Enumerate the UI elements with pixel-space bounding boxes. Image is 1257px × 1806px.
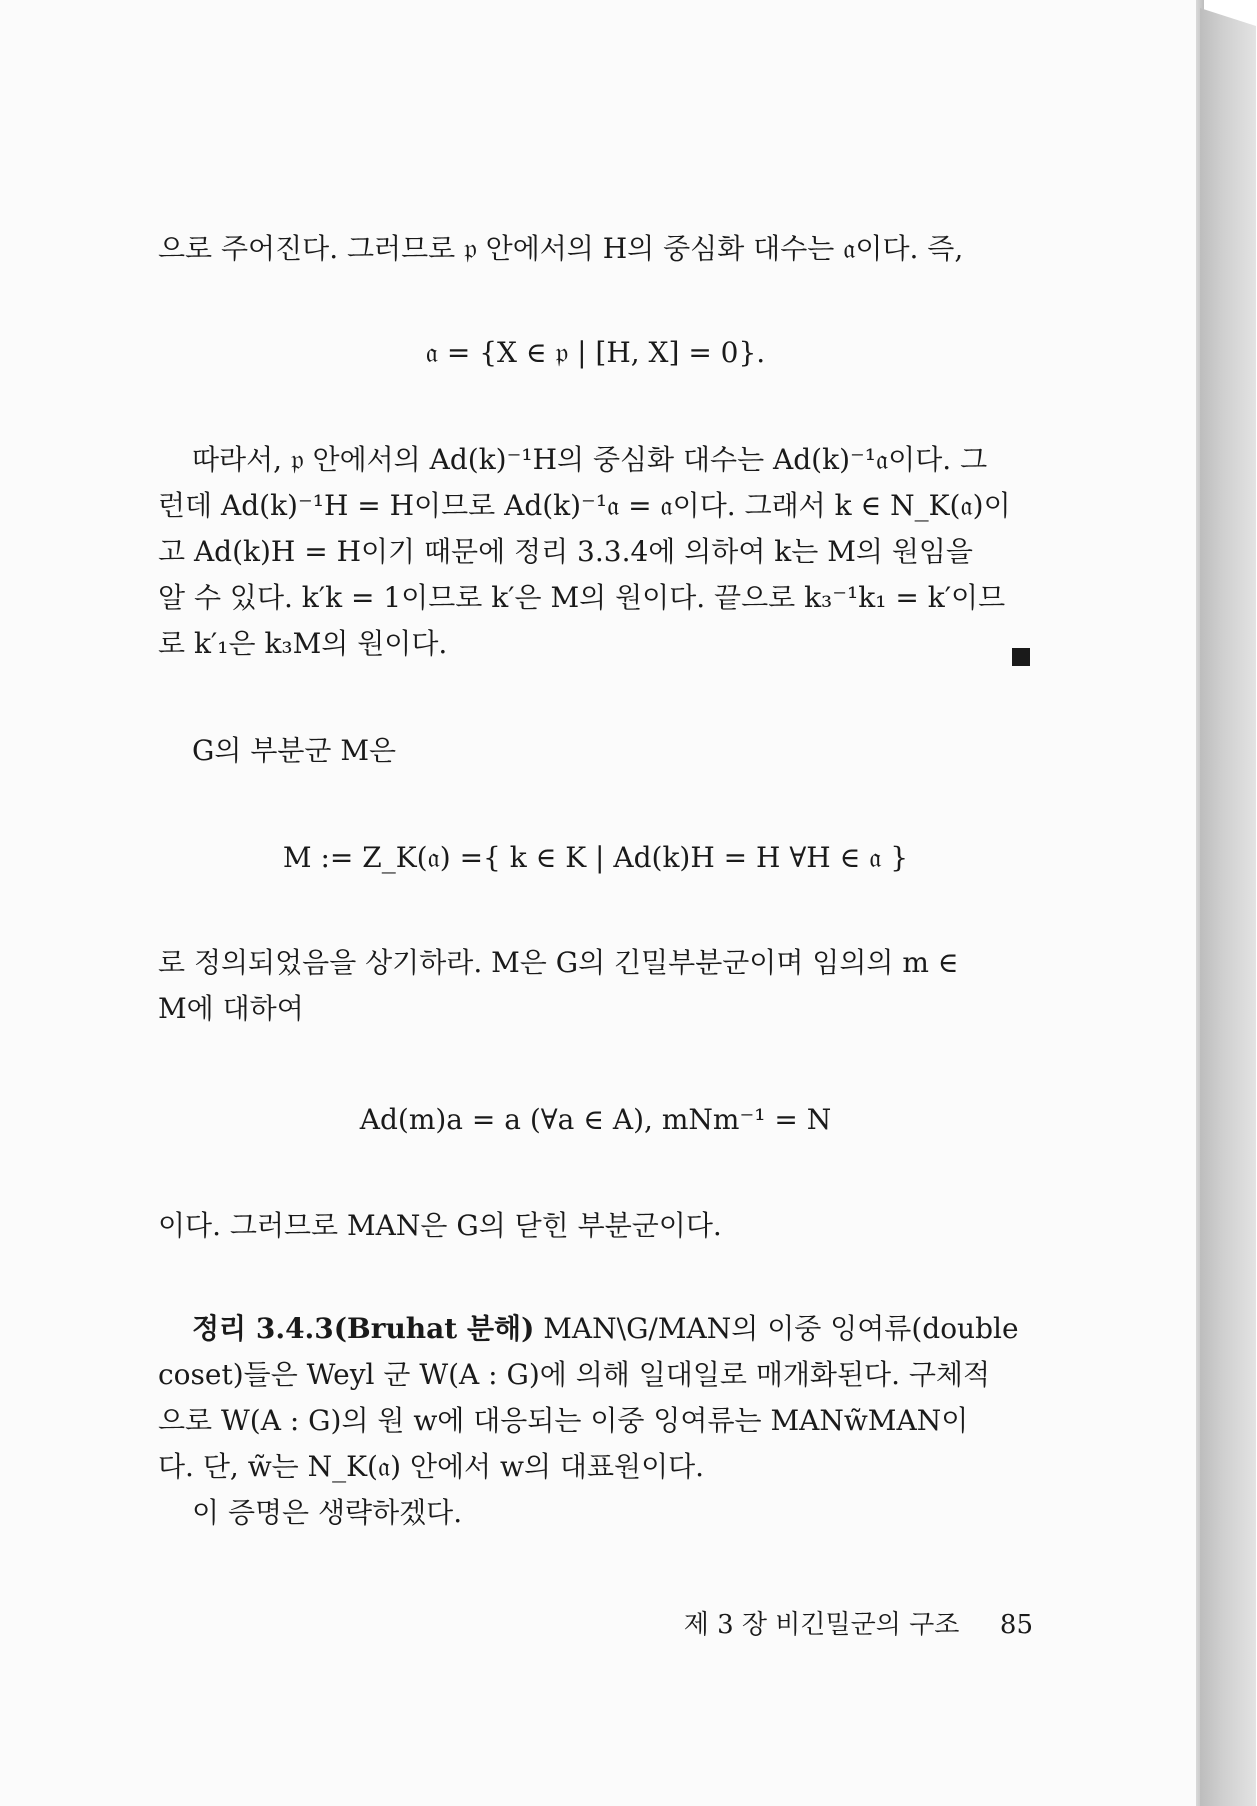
text-line-9: M에 대하여	[158, 992, 304, 1025]
equation-a: 𝔞 = {X ∈ 𝔭 | [H, X] = 0}.	[425, 336, 766, 369]
theorem-line-3: 으로 W(A : G)의 원 w에 대응되는 이중 잉여류는 MANw̃MAN이	[158, 1404, 969, 1437]
chapter-title: 제 3 장 비긴밀군의 구조	[683, 1610, 960, 1640]
text-line-10: 이다. 그러므로 MAN은 G의 닫힌 부분군이다.	[158, 1209, 722, 1242]
text-line-2: 따라서, 𝔭 안에서의 Ad(k)⁻¹H의 중심화 대수는 Ad(k)⁻¹𝔞이다. 그	[192, 443, 988, 476]
theorem-line-1	[192, 1306, 1019, 1352]
text-line-4: 고 Ad(k)H = H이기 때문에 정리 3.3.4에 의하여 k는 M의 원임을	[158, 535, 973, 568]
text-line-7: G의 부분군 M은	[192, 734, 397, 767]
theorem-line-4: 다. 단, w̃는 N_K(𝔞) 안에서 w의 대표원이다.	[158, 1450, 705, 1483]
text-line-6: 로 k′₁은 k₃M의 원이다.	[158, 627, 448, 660]
page-number: 85	[999, 1610, 1033, 1640]
equation-m: M := Z_K(𝔞) ={ k ∈ K | Ad(k)H = H ∀H ∈ 𝔞 }	[282, 841, 909, 874]
proof-omitted-line: 이 증명은 생략하겠다.	[192, 1496, 463, 1529]
page-footer	[0, 1604, 1033, 1641]
theorem-label: 정리 3.4.3(Bruhat 분해)	[192, 1312, 535, 1345]
theorem-line-2: coset)들은 Weyl 군 W(A : G)에 의해 일대일로 매개화된다. 구체적	[158, 1358, 991, 1391]
text-line-8: 로 정의되었음을 상기하라. M은 G의 긴밀부분군이며 임의의 m ∈	[158, 946, 959, 979]
text-line-1: 으로 주어진다. 그러므로 𝔭 안에서의 H의 중심화 대수는 𝔞이다. 즉,	[158, 232, 964, 265]
text-line-3: 런데 Ad(k)⁻¹H = H이므로 Ad(k)⁻¹𝔞 = 𝔞이다. 그래서 k ∈ N_K(𝔞)이	[158, 489, 1011, 522]
qed-square-icon	[1012, 648, 1030, 666]
equation-ad: Ad(m)a = a (∀a ∈ A), mNm⁻¹ = N	[359, 1103, 832, 1136]
theorem-text: MAN\G/MAN의 이중 잉여류(double	[534, 1312, 1019, 1345]
page-stack-edge	[1200, 8, 1256, 1806]
text-line-5: 알 수 있다. k′k = 1이므로 k′은 M의 원이다. 끝으로 k₃⁻¹k₁ = k′이므	[158, 581, 1006, 614]
